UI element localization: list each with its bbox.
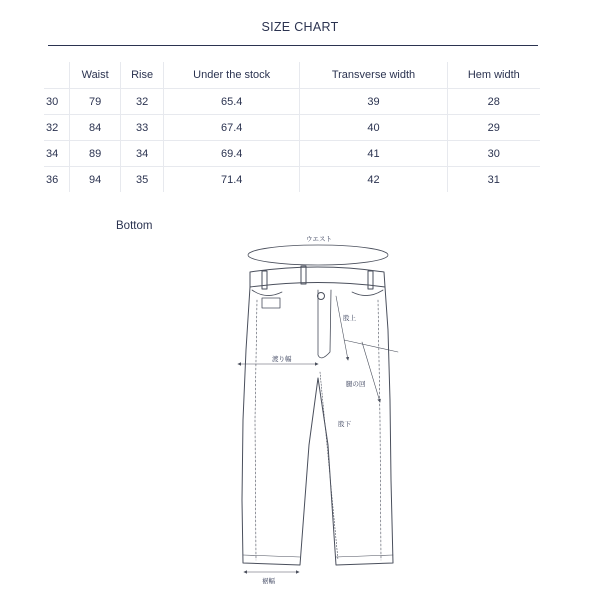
cell-hem-width: 28: [447, 89, 540, 115]
cell-transverse-width: 41: [300, 141, 447, 167]
belt-loop: [301, 266, 306, 284]
side-seam: [255, 300, 257, 560]
page-title: SIZE CHART: [261, 20, 339, 34]
belt-loop: [368, 271, 373, 289]
section-label-bottom: Bottom: [116, 220, 153, 232]
cell-rise: 32: [121, 89, 164, 115]
label-inseam: 股下: [338, 420, 351, 428]
header-rise: Rise: [121, 62, 164, 89]
thigh-circ-measure-line: [344, 340, 398, 352]
header-hem-width: Hem width: [447, 62, 540, 89]
cell-hem-width: 30: [447, 141, 540, 167]
cell-transverse-width: 39: [300, 89, 447, 115]
cell-hem-width: 29: [447, 115, 540, 141]
header-under-stock: Under the stock: [163, 62, 299, 89]
cell-size: 36: [44, 167, 70, 193]
fly-stitch: [318, 290, 331, 358]
cell-waist: 94: [70, 167, 121, 193]
label-rise: 股上: [343, 314, 356, 322]
inseam-measure-line: [320, 372, 338, 560]
label-waist: ウエスト: [306, 235, 332, 243]
cell-size: 34: [44, 141, 70, 167]
label-thigh: 渡り幅: [272, 355, 292, 363]
cell-transverse-width: 42: [300, 167, 447, 193]
cell-under-stock: 71.4: [163, 167, 299, 193]
cell-hem-width: 31: [447, 167, 540, 193]
pants-outline: [242, 287, 393, 565]
cell-rise: 34: [121, 141, 164, 167]
cell-rise: 35: [121, 167, 164, 193]
hem-line: [336, 555, 393, 557]
side-seam: [378, 300, 381, 560]
cell-under-stock: 65.4: [163, 89, 299, 115]
hem-line: [243, 555, 300, 557]
label-thigh-circ: 腿の回: [346, 380, 366, 388]
waist-measure-ellipse: [248, 245, 388, 265]
cell-waist: 79: [70, 89, 121, 115]
cell-under-stock: 69.4: [163, 141, 299, 167]
cell-transverse-width: 40: [300, 115, 447, 141]
cell-under-stock: 67.4: [163, 115, 299, 141]
cell-waist: 84: [70, 115, 121, 141]
button-icon: [318, 293, 325, 300]
cell-size: 30: [44, 89, 70, 115]
cell-size: 32: [44, 115, 70, 141]
thigh-circ-arrow: [362, 342, 380, 402]
header-transverse-width: Transverse width: [300, 62, 447, 89]
right-pocket: [352, 290, 383, 296]
left-pocket: [252, 290, 282, 296]
rise-measure-line: [336, 296, 348, 360]
header-waist: Waist: [70, 62, 121, 89]
label-hem: 裾幅: [262, 577, 275, 585]
waistband: [250, 267, 385, 287]
belt-loop: [262, 271, 267, 289]
cell-rise: 33: [121, 115, 164, 141]
coin-pocket: [262, 298, 280, 308]
cell-waist: 89: [70, 141, 121, 167]
